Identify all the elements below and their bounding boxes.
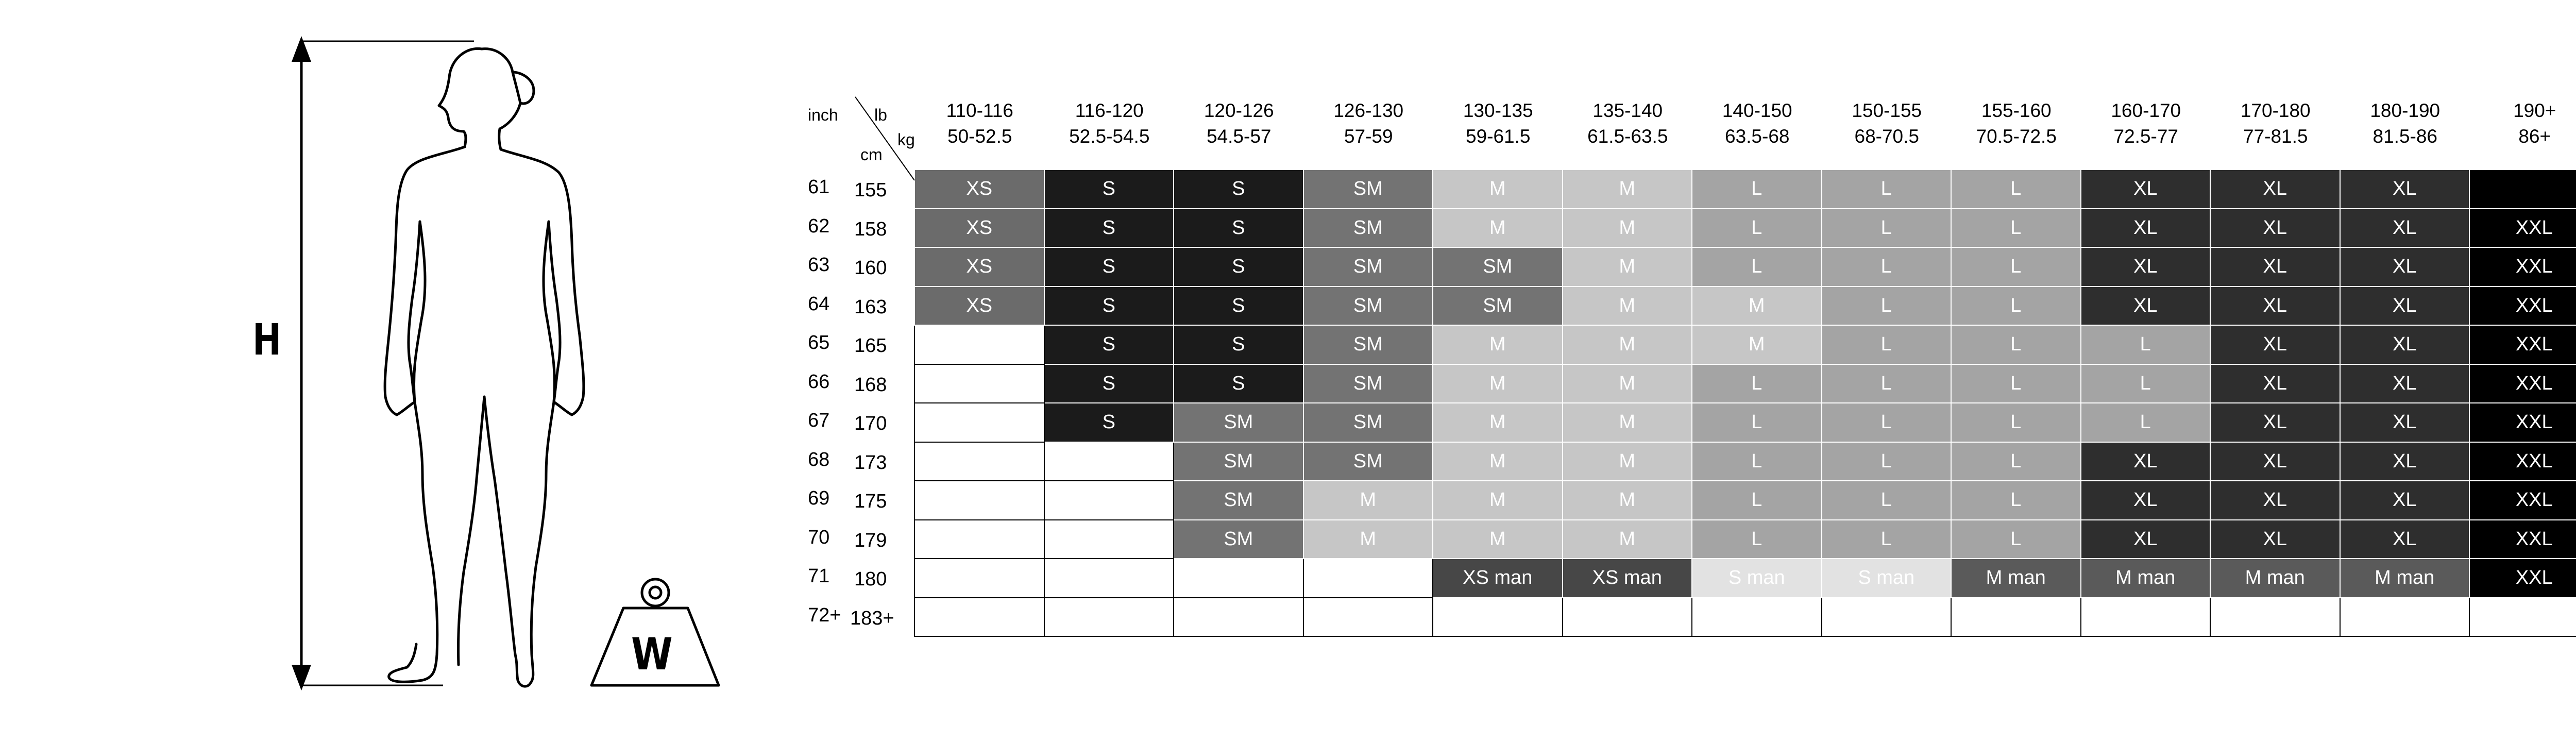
- column-header: [1563, 98, 1693, 149]
- size-cell: [915, 598, 1045, 637]
- row-cm: 163: [854, 296, 887, 318]
- size-cell: [1952, 598, 2081, 637]
- column-lb: 150-155: [1852, 100, 1922, 121]
- size-cell: L: [1952, 365, 2081, 404]
- size-cell: L: [1692, 248, 1822, 287]
- size-cell: [1174, 598, 1304, 637]
- column-header: [1822, 98, 1952, 149]
- size-cell: S: [1174, 287, 1304, 326]
- size-cell: M: [1433, 520, 1563, 560]
- size-cell: SM: [1304, 170, 1434, 209]
- size-cell: S: [1045, 326, 1175, 365]
- size-cell: L: [1952, 170, 2081, 209]
- size-cell: [915, 443, 1045, 482]
- size-cell: L: [1952, 520, 2081, 560]
- size-cell: L: [1822, 170, 1952, 209]
- size-cell: M: [1433, 365, 1563, 404]
- size-cell: XL: [2211, 170, 2341, 209]
- size-cell: M: [1563, 248, 1693, 287]
- column-header: [915, 98, 1045, 149]
- size-cell: [915, 365, 1045, 404]
- height-label: H: [252, 314, 282, 365]
- size-cell: SM: [1174, 520, 1304, 560]
- row-cm: 183+: [850, 607, 894, 629]
- size-cell: M: [1563, 209, 1693, 248]
- row-inch: 71: [808, 565, 830, 587]
- size-cell: L: [1822, 443, 1952, 482]
- column-lb: 130-135: [1463, 100, 1533, 121]
- size-cell: [2211, 598, 2341, 637]
- size-cell: XL: [2081, 209, 2211, 248]
- row-inch: 65: [808, 332, 830, 353]
- column-header: [1433, 98, 1563, 149]
- size-cell: XL: [2081, 248, 2211, 287]
- size-cell: M: [1563, 403, 1693, 443]
- size-cell: XXL: [2470, 443, 2576, 482]
- size-cell: [915, 403, 1045, 443]
- size-cell: L: [1952, 443, 2081, 482]
- column-lb: 170-180: [2240, 100, 2311, 121]
- size-cell: S man: [1822, 559, 1952, 598]
- size-cell: SM: [1433, 287, 1563, 326]
- size-cell: S: [1174, 248, 1304, 287]
- size-cell: M: [1563, 520, 1693, 560]
- size-cell: XL: [2211, 403, 2341, 443]
- size-cell: [1433, 598, 1563, 637]
- size-cell: SM: [1304, 365, 1434, 404]
- size-cell: XS: [915, 248, 1045, 287]
- size-cell: XL: [2081, 170, 2211, 209]
- size-cell: XS: [915, 287, 1045, 326]
- size-cell: SM: [1174, 443, 1304, 482]
- size-cell: S: [1045, 170, 1175, 209]
- row-inch: 72+: [808, 604, 841, 626]
- column-header: [1952, 98, 2081, 149]
- column-header: [1045, 98, 1175, 149]
- unit-cm-label: cm: [860, 145, 883, 164]
- row-cm: 160: [854, 257, 887, 279]
- row-inch: 69: [808, 487, 830, 509]
- size-cell: [1822, 598, 1952, 637]
- size-cell: XL: [2211, 520, 2341, 560]
- row-cm: 170: [854, 413, 887, 434]
- column-lb: 110-116: [946, 100, 1013, 121]
- size-cell: [1304, 598, 1434, 637]
- size-cell: SM: [1304, 287, 1434, 326]
- column-header: [2341, 98, 2470, 149]
- size-cell: L: [1692, 365, 1822, 404]
- size-cell: L: [2081, 326, 2211, 365]
- size-cell: M: [1563, 326, 1693, 365]
- size-cell: M man: [2341, 559, 2470, 598]
- size-cell: XL: [2081, 287, 2211, 326]
- column-kg: 50-52.5: [947, 126, 1012, 147]
- size-cell: S: [1174, 170, 1304, 209]
- size-cell: XS: [915, 170, 1045, 209]
- size-cell: [915, 520, 1045, 560]
- weight-label: W: [631, 629, 673, 680]
- row-cm: 155: [854, 179, 887, 201]
- size-cell: XL: [2081, 520, 2211, 560]
- size-cell: L: [1692, 481, 1822, 520]
- column-lb: 126-130: [1333, 100, 1404, 121]
- size-cell: [1045, 598, 1175, 637]
- size-cell: M: [1433, 326, 1563, 365]
- size-cell: L: [1822, 403, 1952, 443]
- row-cm: 158: [854, 218, 887, 240]
- column-kg: 70.5-72.5: [1976, 126, 2057, 147]
- size-cell: [2081, 598, 2211, 637]
- size-cell: SM: [1304, 403, 1434, 443]
- size-cell: L: [1692, 209, 1822, 248]
- size-cell: XL: [2211, 287, 2341, 326]
- size-cell: S: [1045, 248, 1175, 287]
- size-cell: M man: [2081, 559, 2211, 598]
- size-cell: XL: [2341, 365, 2470, 404]
- size-cell: [915, 481, 1045, 520]
- size-cell: [915, 559, 1045, 598]
- size-cell: M: [1563, 287, 1693, 326]
- size-cell: M: [1692, 287, 1822, 326]
- size-cell: M: [1433, 481, 1563, 520]
- size-cell: L: [1822, 248, 1952, 287]
- column-kg: 61.5-63.5: [1587, 126, 1668, 147]
- column-kg: 68-70.5: [1854, 126, 1919, 147]
- size-cell: L: [1952, 326, 2081, 365]
- size-cell: XL: [2341, 248, 2470, 287]
- size-cell: XL: [2341, 209, 2470, 248]
- size-cell: XXL: [2470, 287, 2576, 326]
- size-cell: XL: [2211, 248, 2341, 287]
- size-cell: XL: [2211, 481, 2341, 520]
- size-cell: [2341, 598, 2470, 637]
- size-cell: XL: [2211, 443, 2341, 482]
- size-cell: S: [1174, 365, 1304, 404]
- size-cell: M: [1692, 326, 1822, 365]
- column-kg: 63.5-68: [1725, 126, 1790, 147]
- size-cell: L: [1822, 481, 1952, 520]
- size-cell: M: [1304, 481, 1434, 520]
- size-cell: XL: [2211, 209, 2341, 248]
- unit-lb-label: lb: [874, 106, 887, 124]
- size-cell: XL: [2211, 365, 2341, 404]
- column-kg: 57-59: [1344, 126, 1393, 147]
- column-header: [2470, 98, 2576, 149]
- size-cell: L: [2081, 365, 2211, 404]
- size-cell: [1174, 559, 1304, 598]
- size-cell: S: [1045, 209, 1175, 248]
- column-kg: 77-81.5: [2243, 126, 2308, 147]
- size-cell: XL: [2341, 170, 2470, 209]
- size-cell: XL: [2341, 443, 2470, 482]
- size-cell: [915, 326, 1045, 365]
- size-cell: XS: [915, 209, 1045, 248]
- size-cell: [1045, 559, 1175, 598]
- row-cm: 179: [854, 529, 887, 551]
- column-header: [2211, 98, 2341, 149]
- size-cell: SM: [1304, 209, 1434, 248]
- size-cell: L: [1692, 443, 1822, 482]
- size-cell: M: [1433, 403, 1563, 443]
- size-cell: L: [1692, 520, 1822, 560]
- row-cm: 165: [854, 335, 887, 357]
- size-cell: M: [1433, 209, 1563, 248]
- size-cell: S: [1045, 403, 1175, 443]
- column-kg: 59-61.5: [1466, 126, 1531, 147]
- size-cell: S: [1045, 365, 1175, 404]
- size-cell: SM: [1304, 443, 1434, 482]
- size-cell: XXL: [2470, 209, 2576, 248]
- size-cell: XXL: [2470, 559, 2576, 598]
- size-cell: XXL: [2470, 481, 2576, 520]
- size-cell: XL: [2211, 326, 2341, 365]
- row-cm: 168: [854, 374, 887, 396]
- column-lb: 180-190: [2370, 100, 2441, 121]
- size-cell: XL: [2341, 520, 2470, 560]
- size-cell: L: [1692, 170, 1822, 209]
- size-cell: M: [1563, 481, 1693, 520]
- column-header: [1304, 98, 1434, 149]
- size-cell: L: [2081, 403, 2211, 443]
- size-cell: [1304, 559, 1434, 598]
- size-cell: L: [1822, 287, 1952, 326]
- row-cm: 173: [854, 451, 887, 474]
- column-lb: 120-126: [1204, 100, 1274, 121]
- column-kg: 86+: [2518, 126, 2551, 147]
- size-cell: M man: [1952, 559, 2081, 598]
- size-cell: SM: [1304, 248, 1434, 287]
- size-cell: XXL: [2470, 248, 2576, 287]
- column-kg: 52.5-54.5: [1069, 126, 1150, 147]
- size-cell: M: [1433, 170, 1563, 209]
- size-cell: XXL: [2470, 365, 2576, 404]
- row-inch: 64: [808, 293, 830, 315]
- size-cell: S man: [1692, 559, 1822, 598]
- column-lb: 140-150: [1722, 100, 1792, 121]
- size-cell: L: [1822, 520, 1952, 560]
- size-cell: L: [1952, 403, 2081, 443]
- size-cell: SM: [1174, 481, 1304, 520]
- size-cell: XXL: [2470, 403, 2576, 443]
- column-kg: 54.5-57: [1207, 126, 1272, 147]
- row-inch: 61: [808, 176, 830, 198]
- row-inch: 67: [808, 410, 830, 431]
- column-kg: 72.5-77: [2113, 126, 2178, 147]
- size-cell: XL: [2081, 481, 2211, 520]
- size-cell: [1045, 443, 1175, 482]
- size-cell: L: [1952, 209, 2081, 248]
- size-cell: L: [1952, 248, 2081, 287]
- row-inch: 70: [808, 526, 830, 548]
- column-header: [1692, 98, 1822, 149]
- column-lb: 116-120: [1075, 100, 1144, 121]
- size-cell: L: [1822, 326, 1952, 365]
- size-cell: S: [1045, 287, 1175, 326]
- size-cell: [1692, 598, 1822, 637]
- size-cell: S: [1174, 326, 1304, 365]
- size-cell: XL: [2341, 326, 2470, 365]
- size-cell: M: [1563, 443, 1693, 482]
- size-cell: M man: [2211, 559, 2341, 598]
- size-cell: XXL: [2470, 326, 2576, 365]
- size-cell: XL: [2341, 481, 2470, 520]
- size-cell: [1045, 481, 1175, 520]
- size-cell: L: [1822, 365, 1952, 404]
- size-cell: L: [1952, 481, 2081, 520]
- row-cm: 175: [854, 491, 887, 512]
- row-inch: 66: [808, 370, 830, 393]
- row-inch: 68: [808, 448, 830, 470]
- size-cell: SM: [1433, 248, 1563, 287]
- size-cell: XS man: [1433, 559, 1563, 598]
- column-lb: 190+: [2513, 100, 2556, 121]
- row-cm: 180: [854, 568, 887, 590]
- size-cell: XXL: [2470, 520, 2576, 560]
- size-cell: S: [1174, 209, 1304, 248]
- row-inch: 62: [808, 215, 830, 237]
- size-cell: M: [1563, 365, 1693, 404]
- size-cell: L: [1952, 287, 2081, 326]
- size-cell: [2470, 170, 2576, 209]
- size-cell: XL: [2081, 443, 2211, 482]
- column-lb: 135-140: [1592, 100, 1663, 121]
- size-cell: M: [1304, 520, 1434, 560]
- size-cell: XS man: [1563, 559, 1693, 598]
- size-cell: [1045, 520, 1175, 560]
- column-lb: 155-160: [1981, 100, 2052, 121]
- row-inch: 63: [808, 254, 830, 276]
- size-cell: L: [1692, 403, 1822, 443]
- column-lb: 160-170: [2111, 100, 2181, 121]
- size-cell: SM: [1304, 326, 1434, 365]
- size-cell: [1563, 598, 1693, 637]
- size-cell: SM: [1174, 403, 1304, 443]
- size-cell: M: [1433, 443, 1563, 482]
- size-cell: XL: [2341, 287, 2470, 326]
- column-header: [2081, 98, 2211, 149]
- column-kg: 81.5-86: [2372, 126, 2437, 147]
- column-header: [1174, 98, 1304, 149]
- unit-kg-label: kg: [897, 130, 915, 149]
- unit-inch-label: inch: [808, 106, 838, 124]
- size-cell: XL: [2341, 403, 2470, 443]
- table-border: [914, 326, 915, 637]
- size-cell: L: [1822, 209, 1952, 248]
- size-cell: [2470, 598, 2576, 637]
- size-cell: M: [1563, 170, 1693, 209]
